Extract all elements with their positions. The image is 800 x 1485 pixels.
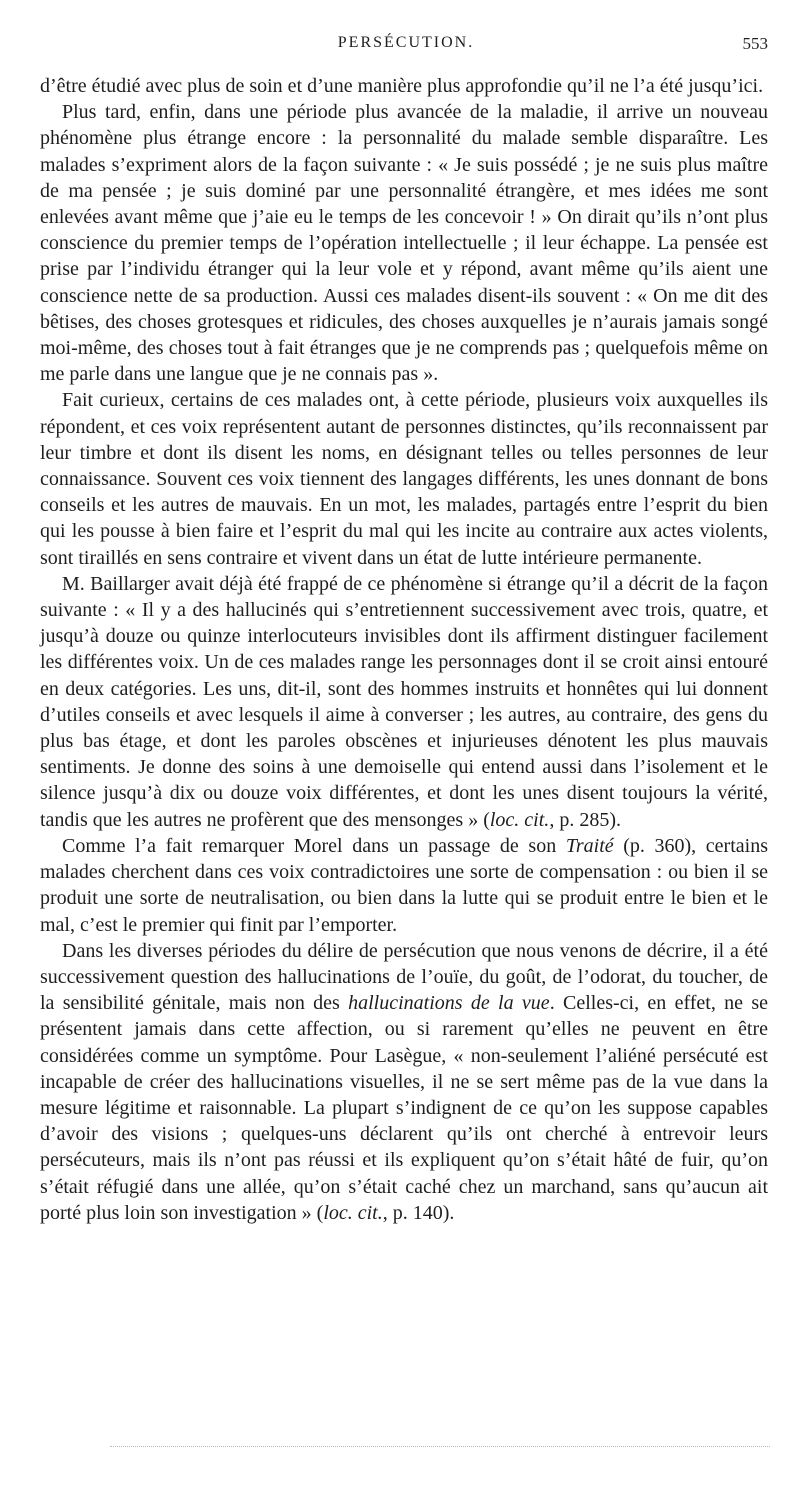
text-run: (p. 360), certains malades cherchent dans ces voix contradictoires une sorte de compensation : ou bien il se produit une sorte de neutralisation, ou bien dans la lutte qui se produit entre le bien et le mal, c’est le premier qui finit par l’emporter. <box>40 834 768 936</box>
text-run: d’être étudié avec plus de soin et d’une manière plus approfondie qu’il ne l’a été jusqu’ici. <box>40 75 764 97</box>
paragraph <box>40 99 768 387</box>
body-text <box>40 73 768 1226</box>
text-run: M. Baillarger avait déjà été frappé de ce phénomène si étrange qu’il a décrit de la façon suivante : « Il y a des hallucinés qui s’entretiennent successivement avec trois, quatre, et jusqu’à douze ou quinze interlocuteurs invisibles dont ils affirment distinguer facilement les différentes voix. Un de ces malades range les personnages dont il se croit ainsi entouré en deux catégories. Les uns, dit-il, sont des hommes instruits et honnêtes qui lui donnent d’utiles conseils et avec lesquels il aime à converser ; les autres, au contraire, des gens du plus bas étage, et dont les paroles obscènes et injurieuses dénotent les plus mauvais sentiments. Je donne des soins à une demoiselle qui entend aussi dans l’isolement et le silence jusqu’à dix ou douze voix différentes, et dont les unes disent toujours la vérité, tandis que les autres ne profèrent que des mensonges » ( <box>40 572 768 831</box>
text-run: , p. 285). <box>549 808 621 831</box>
paragraph <box>40 387 768 570</box>
text-run: Comme l’a fait remarquer Morel dans un passage de son <box>62 834 566 857</box>
page-number: 553 <box>742 34 768 53</box>
paragraph <box>40 73 768 99</box>
text-run: , p. 140). <box>382 1201 455 1224</box>
italic-text: loc. cit. <box>489 808 550 831</box>
running-head <box>44 34 768 58</box>
text-run: Dans les diverses périodes du délire de persécution que nous venons de décrire, il a été successivement question des hallucinations de l’ouïe, du goût, de l’odorat, du toucher, de la sensibilité génitale, mais non des <box>40 939 768 1015</box>
text-run: . Celles-ci, en effet, ne se présentent jamais dans cette affection, ou si rarement qu’elles ne peuvent en être considérées comme un symptôme. Pour Lasègue, « non-seulement l’aliéné persécuté est incapable de créer des hallucinations visuelles, il ne se sert même pas de la vue dans la mesure légitime et raisonnable. La plupart s’indignent de ce qu’on les suppose capables d’avoir des visions ; quelques-uns déclarent qu’ils ont cherché à entrevoir leurs persécuteurs, mais ils n’ont pas réussi et ils expliquent qu’on s’était hâté de fuir, qu’on s’était réfugié dans une allée, qu’on s’était caché chez un marchand, sans qu’aucun ait porté plus loin son investigation » ( <box>40 992 768 1224</box>
italic-text: Traité <box>565 834 614 857</box>
paragraph <box>40 833 768 938</box>
paragraph <box>40 938 768 1226</box>
text-run: Plus tard, enfin, dans une période plus avancée de la maladie, il arrive un nouveau phénomène plus étrange encore : la personnalité du malade semble disparaître. Les malades s’expriment alors de la façon suivante : « Je suis possédé ; je ne suis plus maître de ma pensée ; je suis dominé par une personnalité étrangère, et mes idées me sont enlevées avant même que j’aie eu le temps de les concevoir ! » On dirait qu’ils n’ont plus conscience du premier temps de l’opération intellectuelle ; il leur échappe. La pensée est prise par l’individu étranger qui la leur vole et y répond, avant même qu’ils aient une conscience nette de sa production. Aussi ces malades disent-ils souvent : « On me dit des bêtises, des choses grotesques et ridicules, des choses auxquelles je n’aurais jamais songé moi-même, des choses tout à fait étranges que je ne comprends pas ; quelquefois même on me parle dans une langue que je ne connais pas ». <box>40 101 768 386</box>
running-title: PERSÉCUTION. <box>337 34 475 51</box>
footer-rule <box>110 1446 770 1447</box>
text-run: Fait curieux, certains de ces malades ont, à cette période, plusieurs voix auxquelles ils répondent, et ces voix représentent autant de personnes distinctes, qu’ils reconnaissent par leur timbre et dont ils disent les noms, en désignant telles ou telles personnes de leur connaissance. Souvent ces voix tiennent des langages différents, les unes donnant de bons conseils et les autres de mauvais. En un mot, les malades, partagés entre l’esprit du bien qui les pousse à bien faire et l’esprit du mal qui les incite au contraire aux actes violents, sont tiraillés en sens contraire et vivent dans un état de lutte intérieure permanente. <box>40 389 768 569</box>
italic-text: loc. cit. <box>323 1201 383 1224</box>
italic-text: hallucinations de la vue <box>348 992 550 1015</box>
paragraph <box>40 571 768 833</box>
